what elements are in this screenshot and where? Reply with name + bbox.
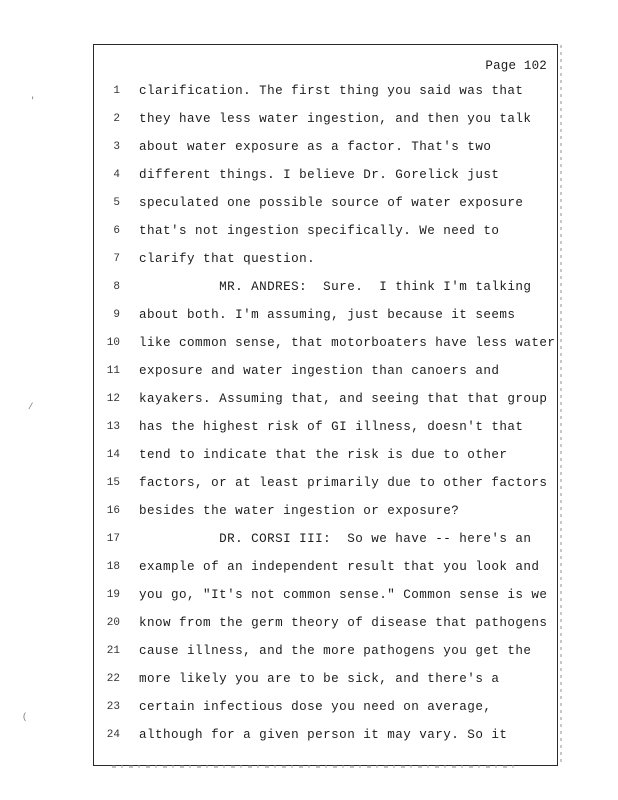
transcript-line (94, 501, 557, 521)
transcript-line (94, 725, 557, 745)
margin-mark: ( (22, 712, 28, 722)
line-number: 16 (106, 505, 120, 517)
transcript-line (94, 529, 557, 549)
transcript-line (94, 417, 557, 437)
line-text: certain infectious dose you need on average, (139, 700, 492, 714)
line-text: that's not ingestion specifically. We need to (139, 224, 500, 238)
transcript-line (94, 585, 557, 605)
line-text: they have less water ingestion, and then you talk (139, 112, 532, 126)
transcript-line (94, 277, 557, 297)
line-text: factors, or at least primarily due to other factors (139, 476, 548, 490)
line-text: MR. ANDRES: Sure. I think I'm talking (139, 280, 532, 294)
line-text: kayakers. Assuming that, and seeing that that group (139, 392, 548, 406)
line-text: tend to indicate that the risk is due to other (139, 448, 508, 462)
transcript-line (94, 81, 557, 101)
line-number: 2 (113, 113, 120, 125)
line-text: more likely you are to be sick, and there's a (139, 672, 500, 686)
transcript-line (94, 557, 557, 577)
transcript-line (94, 389, 557, 409)
transcript-line (94, 165, 557, 185)
line-text: example of an independent result that you look and (139, 560, 540, 574)
line-text: DR. CORSI III: So we have -- here's an (139, 532, 532, 546)
transcript-line (94, 361, 557, 381)
line-text: about water exposure as a factor. That's two (139, 140, 492, 154)
transcript-line (94, 613, 557, 633)
line-number: 3 (113, 141, 120, 153)
line-text: know from the germ theory of disease that pathogens (139, 616, 548, 630)
line-number: 24 (106, 729, 120, 741)
transcript-line (94, 669, 557, 689)
transcript-line (94, 445, 557, 465)
line-number: 5 (113, 197, 120, 209)
line-number: 21 (106, 645, 120, 657)
line-text: exposure and water ingestion than canoers and (139, 364, 500, 378)
line-number: 14 (106, 449, 120, 461)
line-text: has the highest risk of GI illness, doesn't that (139, 420, 524, 434)
line-text: although for a given person it may vary. So it (139, 728, 508, 742)
line-number: 17 (106, 533, 120, 545)
transcript-line (94, 249, 557, 269)
line-number: 6 (113, 225, 120, 237)
margin-mark: ' (30, 96, 36, 106)
line-number: 15 (106, 477, 120, 489)
transcript-line (94, 641, 557, 661)
scan-noise-divider (112, 765, 520, 768)
line-number: 13 (106, 421, 120, 433)
line-text: speculated one possible source of water exposure (139, 196, 524, 210)
transcript-line (94, 473, 557, 493)
line-text: you go, "It's not common sense." Common sense is we (139, 588, 548, 602)
line-number: 11 (106, 365, 120, 377)
page-number: Page 102 (485, 59, 547, 73)
line-number: 1 (113, 85, 120, 97)
line-number: 19 (106, 589, 120, 601)
line-text: like common sense, that motorboaters have less water (139, 336, 556, 350)
line-number: 10 (106, 337, 120, 349)
line-number: 18 (106, 561, 120, 573)
transcript-line (94, 305, 557, 325)
line-number: 7 (113, 253, 120, 265)
line-text: clarify that question. (139, 252, 316, 266)
line-number: 20 (106, 617, 120, 629)
transcript-line (94, 193, 557, 213)
transcript-line (94, 109, 557, 129)
line-number: 12 (106, 393, 120, 405)
line-number: 4 (113, 169, 120, 181)
line-text: clarification. The first thing you said was that (139, 84, 524, 98)
line-text: cause illness, and the more pathogens you get the (139, 644, 532, 658)
transcript-line (94, 697, 557, 717)
line-number: 9 (113, 309, 120, 321)
transcript-line (94, 221, 557, 241)
margin-mark: / (28, 402, 34, 412)
line-text: different things. I believe Dr. Gorelick just (139, 168, 500, 182)
line-text: about both. I'm assuming, just because it seems (139, 308, 516, 322)
transcript-line (94, 333, 557, 353)
line-number: 22 (106, 673, 120, 685)
line-number: 23 (106, 701, 120, 713)
transcript-line (94, 137, 557, 157)
transcript-page (93, 44, 558, 766)
line-number: 8 (113, 281, 120, 293)
line-text: besides the water ingestion or exposure? (139, 504, 460, 518)
